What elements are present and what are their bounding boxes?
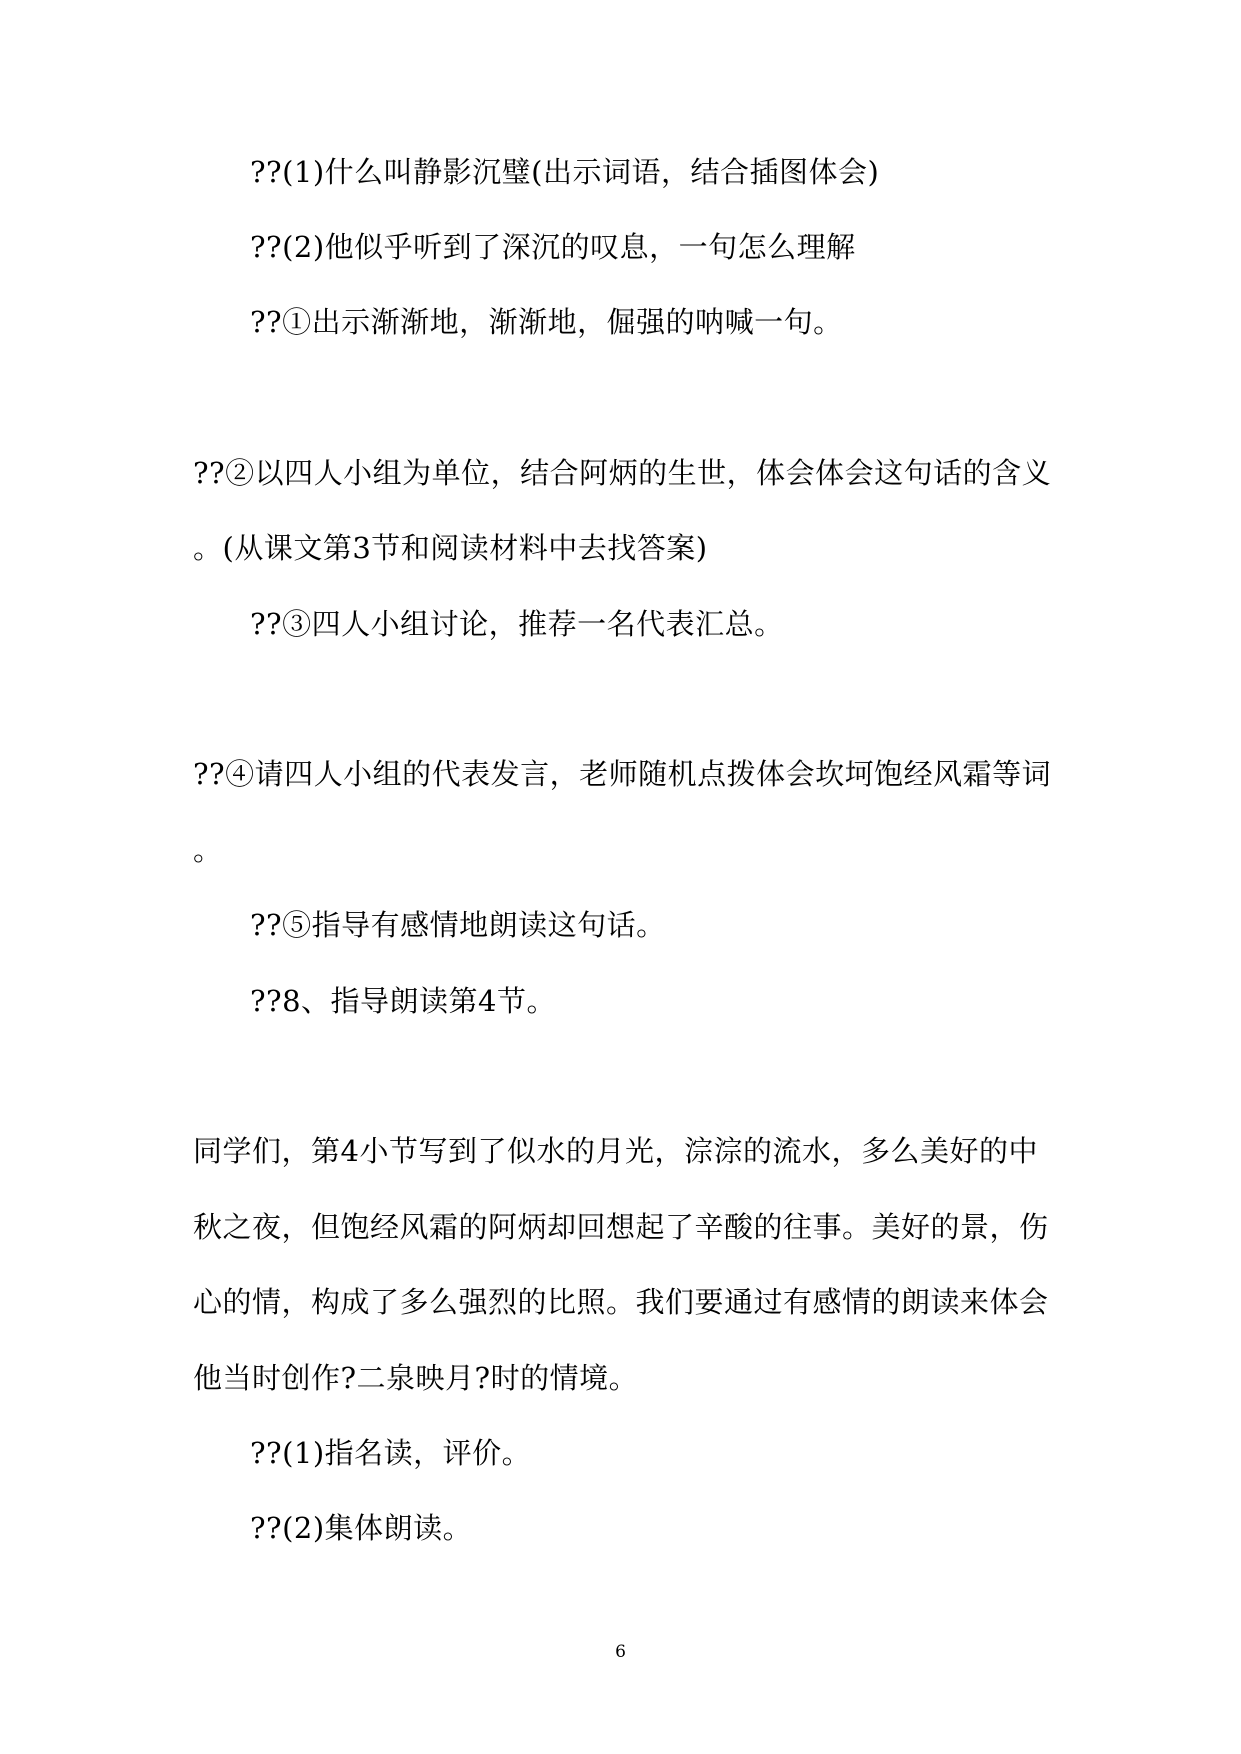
text-line-15: ??(1)指名读，评价。 [250,1436,532,1470]
text-line-13: 心的情，构成了多么强烈的比照。我们要通过有感情的朗读来体会 [193,1285,1049,1319]
text-line-5: 。(从课文第3节和阅读材料中去找答案) [193,531,708,565]
text-line-4: ??②以四人小组为单位，结合阿炳的生世，体会体会这句话的含义 [193,456,1052,490]
text-line-16: ??(2)集体朗读。 [250,1511,473,1545]
text-line-6: ??③四人小组讨论，推荐一名代表汇总。 [250,607,784,641]
text-line-14: 他当时创作?二泉映月?时的情境。 [193,1361,639,1395]
text-line-11: 同学们，第4小节写到了似水的月光，淙淙的流水，多么美好的中 [193,1134,1038,1168]
text-line-1: ??(1)什么叫静影沉璧(出示词语，结合插图体会) [250,155,880,189]
text-line-3: ??①出示渐渐地，渐渐地，倔强的呐喊一句。 [250,305,843,339]
text-line-9: ??⑤指导有感情地朗读这句话。 [250,908,666,942]
text-line-7: ??④请四人小组的代表发言，老师随机点拨体会坎坷饱经风霜等词 [193,757,1052,791]
page-number: 6 [615,1642,626,1662]
text-line-2: ??(2)他似乎听到了深沉的叹息，一句怎么理解 [250,230,856,264]
text-line-12: 秋之夜，但饱经风霜的阿炳却回想起了辛酸的往事。美好的景，伤 [193,1210,1049,1244]
text-line-8: 。 [193,833,223,867]
text-line-10: ??8、指导朗读第4节。 [250,984,556,1018]
